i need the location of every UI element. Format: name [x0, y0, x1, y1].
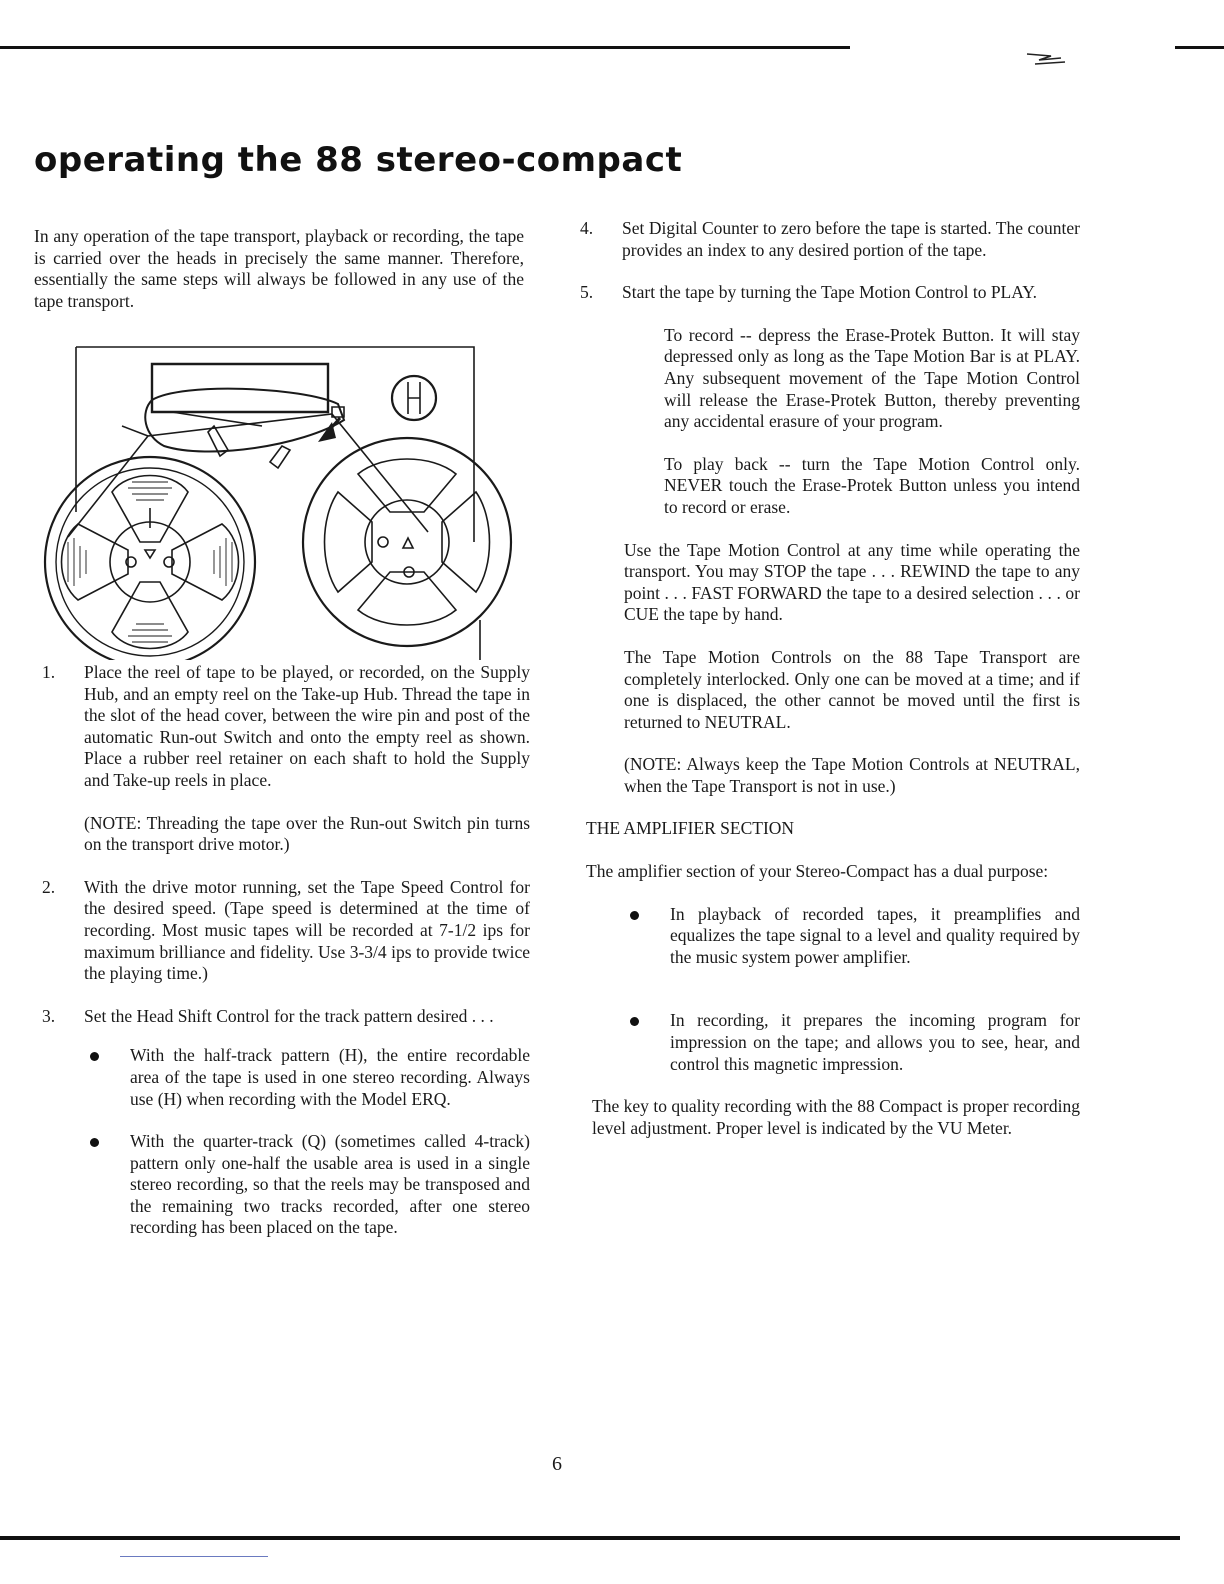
step-4-text: Set Digital Counter to zero before the tape is started. The counter provides an index to any desired portion of the tape.	[622, 218, 1080, 260]
amplifier-heading: THE AMPLIFIER SECTION	[586, 818, 795, 839]
bullet-icon	[630, 1017, 639, 1026]
closing-paragraph: The key to quality recording with the 88 Compact is proper recording level adjustment. Proper level is indicated by the VU Meter.	[592, 1096, 1080, 1138]
note-1	[34, 813, 530, 856]
interlock-paragraph: The Tape Motion Controls on the 88 Tape Transport are completely interlocked. Only one can be moved at a time; and if one is displaced, the other cannot be moved until the first is returned to NEUTRAL.	[624, 646, 1080, 732]
tape-motion-paragraph: Use the Tape Motion Control at any time while operating the transport. You may STOP the tape . . . REWIND the tape to any point . . . FAST FORWARD the tape to a desired selection . . . or CUE the tape by hand.	[624, 539, 1080, 625]
bullet-half-track-text: With the half-track pattern (H), the entire recordable area of the tape is used in one stereo recording. Always use (H) when recording with the Model ERQ.	[130, 1045, 530, 1109]
left-column-steps	[34, 662, 530, 1239]
step-2	[34, 877, 530, 985]
step-2-text: With the drive motor running, set the Tape Speed Control for the desired speed. (Tape speed is determined at the time of recording. Most music tapes will be recorded at 7-1/2 ips for maximum brilliance and fidelity. Use 3-3/4 ips to provide twice the playing time.)	[84, 876, 530, 984]
bottom-rule	[0, 1536, 1180, 1540]
bullet-half-track	[84, 1045, 530, 1110]
top-rule	[0, 46, 850, 49]
step-2-number: 2.	[42, 876, 56, 897]
record-paragraph: To record -- depress the Erase-Protek Button. It will stay depressed only as long as the Tape Motion Bar is at PLAY. Any subsequent movement of the Tape Motion Control will release the Erase-Protek Button, thereby preventing any accidental erasure of your program.	[664, 324, 1080, 432]
step-4	[572, 218, 1080, 261]
step-3	[34, 1006, 530, 1028]
corner-mark-icon	[1025, 44, 1075, 66]
amp-bullet-playback-text: In playback of recorded tapes, it preamplifies and equalizes the tape signal to a level and quality required by the music system power amplifier.	[670, 903, 1080, 967]
step-5-number: 5.	[580, 282, 594, 303]
left-column-top	[34, 226, 524, 312]
page-title: operating the 88 stereo-compact	[34, 140, 683, 180]
note-1-text: (NOTE: Threading the tape over the Run-out Switch pin turns on the transport drive motor.)	[84, 812, 530, 855]
note-2-text: (NOTE: Always keep the Tape Motion Controls at NEUTRAL, when the Tape Transport is not in use.)	[624, 754, 1080, 796]
amp-bullet-recording	[624, 1010, 1080, 1075]
step-3-text: Set the Head Shift Control for the track pattern desired . . .	[84, 1005, 494, 1026]
step-5-text: Start the tape by turning the Tape Motion Control to PLAY.	[622, 282, 1038, 303]
page-number: 6	[552, 1453, 562, 1475]
step-3-number: 3.	[42, 1005, 56, 1026]
tape-transport-diagram	[32, 342, 524, 660]
step-1-number: 1.	[42, 662, 56, 682]
step-1-text: Place the reel of tape to be played, or recorded, on the Supply Hub, and an empty reel on the Take-up Hub. Thread the tape in the slot of the head cover, between the wire pin and post of the automatic Run-out Switch and onto the empty reel as shown. Place a rubber reel retainer on each shaft to hold the Supply and Take-up reels in place.	[84, 662, 530, 790]
step-5	[572, 282, 1080, 304]
bullet-icon	[630, 911, 639, 920]
amp-bullet-playback	[624, 904, 1080, 969]
top-rule-right	[1175, 46, 1224, 49]
bullet-icon	[90, 1138, 99, 1147]
bullet-quarter-track-text: With the quarter-track (Q) (sometimes called 4-track) pattern only one-half the usable area is used in a single stereo recording, so that the reels may be transposed and the remaining two tracks recorded, after one stereo recording has been placed on the tape.	[130, 1131, 530, 1238]
right-column	[572, 218, 1080, 1139]
amplifier-intro: The amplifier section of your Stereo-Compact has a dual purpose:	[586, 861, 1049, 882]
step-4-number: 4.	[580, 218, 594, 238]
amp-bullet-recording-text: In recording, it prepares the incoming program for impression on the tape; and allows you to see, hear, and control this magnetic impression.	[670, 1010, 1080, 1074]
bullet-quarter-track	[84, 1131, 530, 1239]
bottom-rule-thin	[120, 1556, 268, 1557]
playback-paragraph: To play back -- turn the Tape Motion Control only. NEVER touch the Erase-Protek Button unless you intend to record or erase.	[664, 453, 1080, 517]
step-1	[34, 662, 530, 792]
bullet-icon	[90, 1052, 99, 1061]
intro-paragraph: In any operation of the tape transport, playback or recording, the tape is carried over the heads in precisely the same manner. Therefore, essentially the same steps will always be followed in any use of the tape transport.	[34, 226, 524, 311]
